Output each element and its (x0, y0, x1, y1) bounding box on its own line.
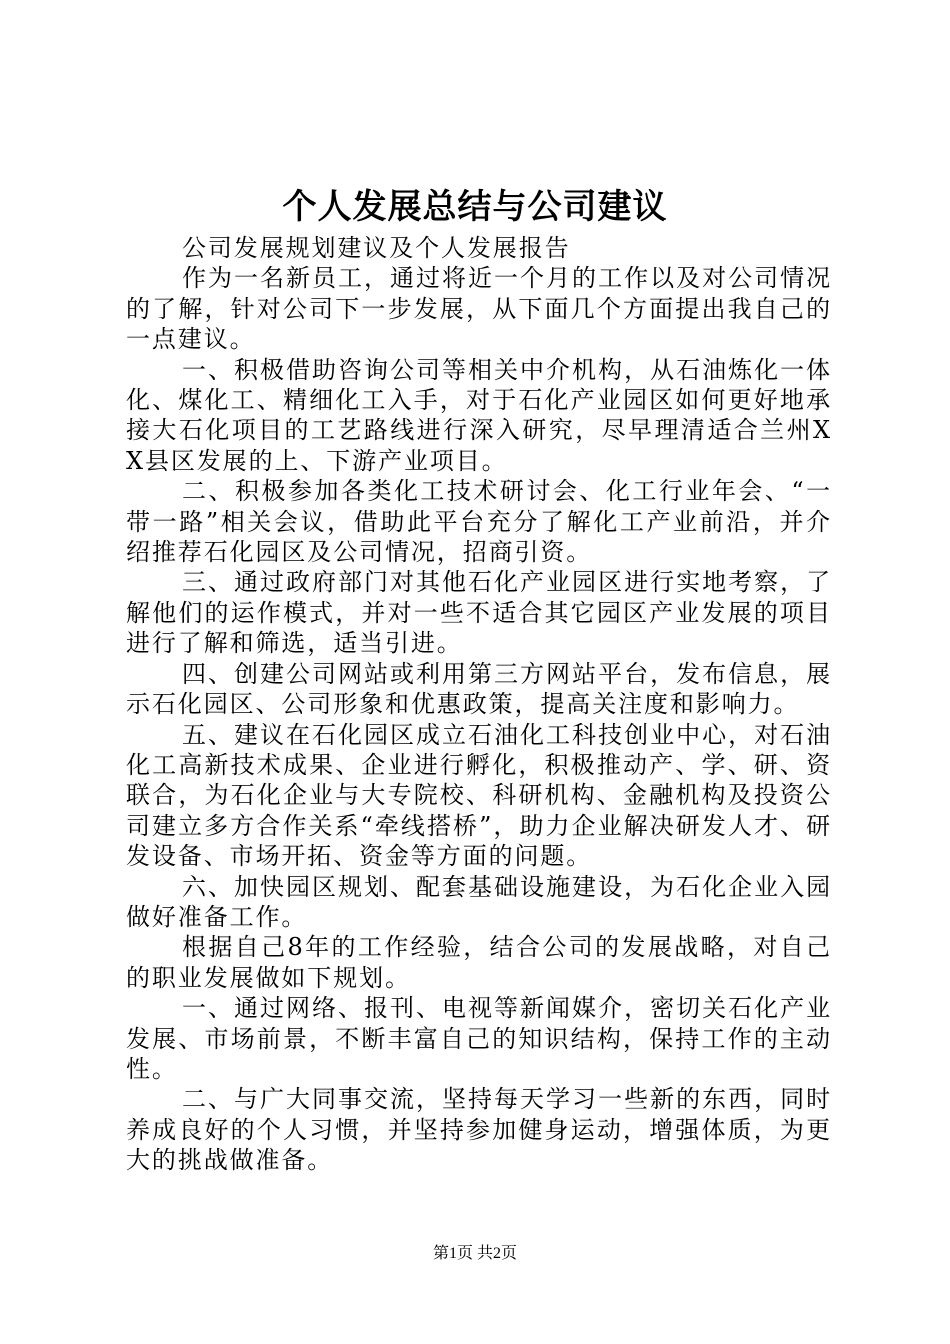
career-plan-intro-paragraph: 根据自己8年的工作经验，结合公司的发展战略，对自己的职业发展做如下规划。 (126, 933, 832, 992)
subtitle-paragraph: 公司发展规划建议及个人发展报告 (182, 234, 571, 262)
suggestion-paragraph-4: 四、创建公司网站或利用第三方网站平台，发布信息，展示石化园区、公司形象和优惠政策，提高关注度和影响力。 (126, 659, 832, 719)
suggestion-paragraph-5: 五、建议在石化园区成立石油化工科技创业中心，对石油化工高新技术成果、企业进行孵化，积极推动产、学、研、资联合，为石化企业与大专院校、科研机构、金融机构及投资公司建立多方合作关系“牵线搭桥”，助力企业解决研发人才、研发设备、市场开拓、资金等方面的问题。 (126, 720, 832, 871)
document-body (126, 233, 832, 1176)
page-title: 个人发展总结与公司建议 (282, 187, 668, 227)
suggestion-paragraph-2: 二、积极参加各类化工技术研讨会、化工行业年会、“一带一路”相关会议，借助此平台充分了解化工产业前沿，并介绍推荐石化园区及公司情况，招商引资。 (126, 477, 832, 567)
career-plan-paragraph-2: 二、与广大同事交流，坚持每天学习一些新的东西，同时养成良好的个人习惯，并坚持参加健身运动，增强体质，为更大的挑战做准备。 (126, 1085, 832, 1175)
suggestion-paragraph-6: 六、加快园区规划、配套基础设施建设，为石化企业入园做好准备工作。 (126, 872, 832, 931)
intro-paragraph: 作为一名新员工，通过将近一个月的工作以及对公司情况的了解，针对公司下一步发展，从下面几个方面提出我自己的一点建议。 (126, 264, 832, 354)
suggestion-paragraph-1: 一、积极借助咨询公司等相关中介机构，从石油炼化一体化、煤化工、精细化工入手，对于石化产业园区如何更好地承接大石化项目的工艺路线进行深入研究，尽早理清适合兰州XX县区发展的上、下游产业项目。 (126, 355, 832, 475)
suggestion-paragraph-3: 三、通过政府部门对其他石化产业园区进行实地考察，了解他们的运作模式，并对一些不适合其它园区产业发展的项目进行了解和筛选，适当引进。 (126, 568, 832, 658)
page-footer: 第1页 共2页 (432, 1245, 517, 1262)
career-plan-paragraph-1: 一、通过网络、报刊、电视等新闻媒介，密切关石化产业发展、市场前景，不断丰富自己的知识结构，保持工作的主动性。 (126, 994, 832, 1083)
